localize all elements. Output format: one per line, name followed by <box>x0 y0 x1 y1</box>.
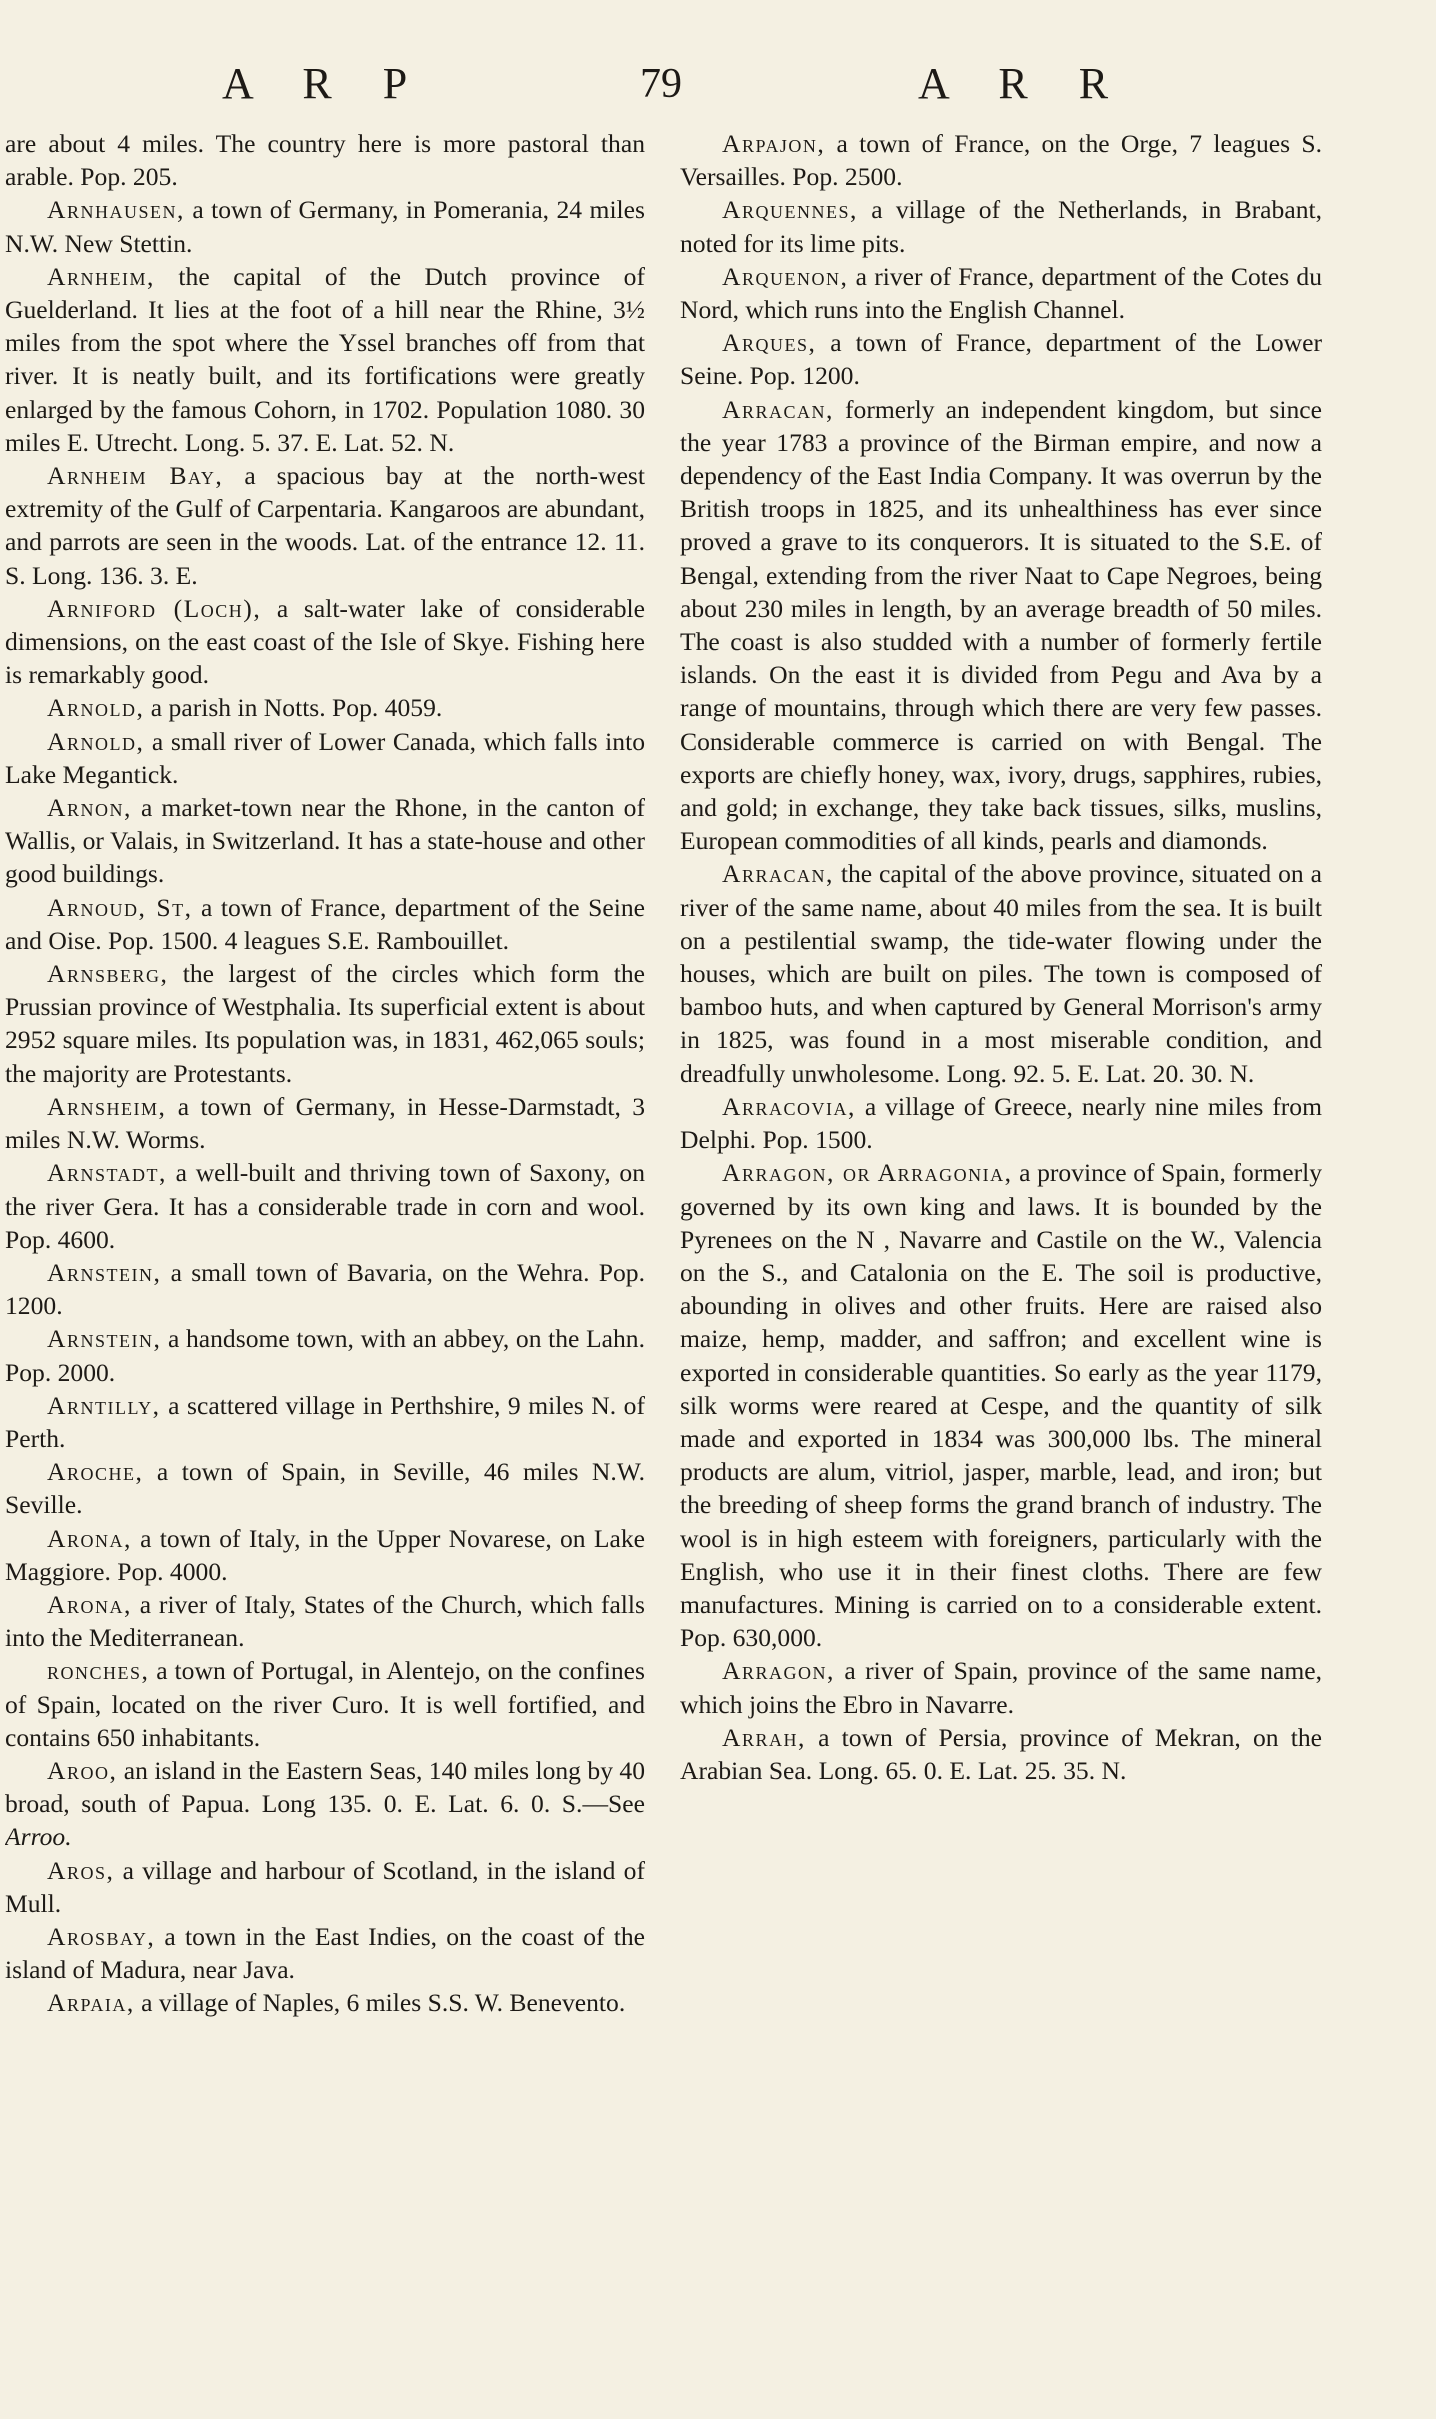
entry-text: a village of Greece, nearly nine miles from Delphi. Pop. 1500. <box>680 1091 1322 1155</box>
entry-headword: Arnon, <box>47 793 132 823</box>
dictionary-entry <box>5 891 645 957</box>
entry-text: a village of the Netherlands, in Brabant, noted for its lime pits. <box>680 195 1322 258</box>
entry-headword: Arracan, <box>722 394 834 424</box>
entry-text: a village and harbour of Scotland, in the island of Mull. <box>5 1855 645 1918</box>
entry-headword: Arona, <box>47 1589 132 1619</box>
entry-headword: Arnheim, <box>47 261 155 291</box>
entry-headword: Arnstadt, <box>47 1158 167 1188</box>
dictionary-entry <box>5 1986 645 2019</box>
dictionary-entry <box>680 393 1322 858</box>
dictionary-entry <box>680 260 1322 326</box>
entry-text: a salt-water lake of considerable dimensions, on the east coast of the Isle of Skye. Fishing here is remarkably good. <box>5 593 645 690</box>
dictionary-entry <box>5 1455 645 1521</box>
dictionary-entry <box>5 1256 645 1322</box>
dictionary-entry <box>680 127 1322 193</box>
entry-text: the largest of the circles which form the Prussian province of Westphalia. Its superficial extent is about 2952 square miles. Its population was, in 1831, 462,065 souls; the majority are Protestants. <box>5 959 645 1088</box>
entry-text: a town of Germany, in Hesse-Darmstadt, 3 miles N.W. Worms. <box>5 1091 645 1155</box>
entry-headword: ronches, <box>47 1656 150 1686</box>
entry-headword: Arnheim Bay, <box>47 461 224 491</box>
entry-headword: Arquennes, <box>722 195 858 225</box>
dictionary-entry <box>680 1721 1322 1787</box>
entry-text: a town of France, department of the Lower Seine. Pop. 1200. <box>680 328 1322 391</box>
entry-text: a handsome town, with an abbey, on the Lahn. Pop. 2000. <box>5 1324 645 1387</box>
entry-headword: Arnstein, <box>47 1324 162 1354</box>
entry-text: the capital of the above province, situated on a river of the same name, about 40 miles from the sea. It is built on a pestilential swamp, the tide-water flowing under the houses, which are built on piles. The town is composed of bamboo huts, and when captured by General Morrison's army in 1825, was found in a most miserable condition, and dreadfully unwholesome. Long. 92. 5. E. Lat. 20. 30. N. <box>680 859 1322 1088</box>
right-column <box>680 127 1322 2417</box>
entry-headword: Arosbay, <box>47 1921 156 1951</box>
dictionary-entry <box>5 1754 645 1854</box>
dictionary-entry <box>680 193 1322 259</box>
dictionary-entry <box>5 691 645 724</box>
entry-headword: Arnsberg, <box>47 959 169 989</box>
dictionary-entry <box>5 725 645 791</box>
entry-text: a province of Spain, formerly governed by its own king and laws. It is bounded by the Pyrenees on the N , Navarre and Castile on the W., Valencia on the S., and Catalonia on the E. The soil is productive, abounding in olives and other fruits. Here are raised also maize, hemp, madder, and saffron; and excellent wine is exported in considerable quantities. So early as the year 1179, silk worms were reared at Cespe, and the quantity of silk made and exported in 1834 was 300,000 lbs. The mineral products are alum, vitriol, jasper, marble, lead, and iron; but the breeding of sheep forms the grand branch of industry. The wool is in high esteem with foreigners, particularly with the English, who use it in their finest cloths. There are few manufactures. Mining is carried on to a considerable extent. Pop. 630,000. <box>680 1158 1322 1653</box>
entry-text: a town of France, department of the Seine and Oise. Pop. 1500. 4 leagues S.E. Rambouillet. <box>5 892 645 955</box>
dictionary-entry <box>680 1156 1322 1654</box>
entry-headword: Arpaia, <box>47 1988 135 2018</box>
entry-headword: Arnold, <box>47 693 145 723</box>
entry-text: a river of France, department of the Cotes du Nord, which runs into the English Channel. <box>680 261 1322 325</box>
entry-headword: Arracovia, <box>722 1091 856 1121</box>
dictionary-entry <box>5 592 645 692</box>
entry-text: a town of Persia, province of Mekran, on the Arabian Sea. Long. 65. 0. E. Lat. 25. 35. N. <box>680 1722 1322 1785</box>
entry-headword: Arniford (Loch), <box>47 593 262 623</box>
dictionary-entry <box>5 1090 645 1156</box>
entry-text: a town in the East Indies, on the coast of the island of Madura, near Java. <box>5 1921 645 1985</box>
dictionary-entry <box>5 1920 645 1986</box>
entry-headword: Arnsheim, <box>47 1091 167 1121</box>
dictionary-entry <box>5 1156 645 1256</box>
entry-headword: Aroo, <box>47 1755 118 1785</box>
dictionary-entry <box>5 1854 645 1920</box>
dictionary-entry <box>680 326 1322 392</box>
entry-text: a town of Portugal, in Alentejo, on the confines of Spain, located on the river Curo. It is well fortified, and contains 650 inhabitants. <box>5 1656 645 1752</box>
dictionary-entry <box>5 459 645 592</box>
entry-headword: Arnold, <box>47 726 145 756</box>
dictionary-entry <box>680 857 1322 1089</box>
entry-text: a town of Germany, in Pomerania, 24 miles N.W. New Stettin. <box>5 195 645 258</box>
entry-headword: Arragon, or Arragonia, <box>722 1158 1013 1188</box>
entry-text: formerly an independent kingdom, but since the year 1783 a province of the Birman empire, and now a dependency of the East India Company. It was overrun by the British troops in 1825, and its unhealthiness has ever since proved a grave to its conquerors. It is situated to the S.E. of Bengal, extending from the river Naat to Cape Negroes, being about 230 miles in length, by an average breadth of 50 miles. The coast is also studded with a number of formerly fertile islands. On the east it is divided from Pegu and Ava by a range of mountains, through which there are very few passes. Considerable commerce is carried on with Bengal. The exports are chiefly honey, wax, ivory, drugs, sapphires, rubies, and gold; in exchange, they take back tissues, silks, muslins, European commodities of all kinds, pearls and diamonds. <box>680 394 1322 856</box>
entry-text: a scattered village in Perthshire, 9 miles N. of Perth. <box>5 1390 645 1453</box>
entry-headword: Arntilly, <box>47 1390 161 1420</box>
dictionary-entry <box>5 1588 645 1654</box>
entry-text: a town of Spain, in Seville, 46 miles N.W. Seville. <box>5 1457 645 1520</box>
entry-headword: Arnstein, <box>47 1257 162 1287</box>
entry-headword: Arques, <box>722 328 817 358</box>
dictionary-entry <box>5 957 645 1090</box>
entry-headword: Arrah, <box>722 1722 806 1752</box>
entry-headword: Aroche, <box>47 1457 144 1487</box>
entry-headword: Aros, <box>47 1855 115 1885</box>
dictionary-entry <box>5 193 645 259</box>
entry-cross-reference: Arroo. <box>5 1822 72 1852</box>
dictionary-entry <box>5 127 645 193</box>
dictionary-entry <box>5 1654 645 1754</box>
entry-text: a spacious bay at the north-west extremity of the Gulf of Carpentaria. Kangaroos are abundant, and parrots are seen in the woods. Lat. of the entrance 12. 11. S. Long. 136. 3. E. <box>5 461 645 590</box>
entry-text: a village of Naples, 6 miles S.S. W. Benevento. <box>134 1988 626 2018</box>
dictionary-entry <box>5 260 645 459</box>
dictionary-entry <box>5 1522 645 1588</box>
page-number: 79 <box>640 61 682 107</box>
entry-text: a town of Italy, in the Upper Novarese, on Lake Maggiore. Pop. 4000. <box>5 1523 645 1586</box>
running-head-left: A R P <box>222 59 428 108</box>
entry-text: a well-built and thriving town of Saxony, on the river Gera. It has a considerable trade in corn and wool. Pop. 4600. <box>5 1158 645 1254</box>
left-column <box>5 127 645 2417</box>
entry-text: the capital of the Dutch province of Guelderland. It lies at the foot of a hill near the Rhine, 3½ miles from the spot where the Yssel branches off from that river. It is neatly built, and its fortifications were greatly enlarged by the famous Cohorn, in 1702. Population 1080. 30 miles E. Utrecht. Long. 5. 37. E. Lat. 52. N. <box>5 261 645 457</box>
entry-text: a town of France, on the Orge, 7 leagues S. Versailles. Pop. 2500. <box>680 129 1322 192</box>
entry-text: a river of Spain, province of the same name, which joins the Ebro in Navarre. <box>680 1656 1322 1719</box>
entry-headword: Arona, <box>47 1523 132 1553</box>
dictionary-entry <box>680 1090 1322 1156</box>
entry-text: an island in the Eastern Seas, 140 miles long by 40 broad, south of Papua. Long 135. 0. E. Lat. 6. 0. S.—See <box>5 1755 645 1819</box>
entry-headword: Arnhausen, <box>47 195 185 225</box>
running-head-right: A R R <box>918 59 1129 108</box>
entry-headword: Arquenon, <box>722 261 849 291</box>
entry-headword: Arpajon, <box>722 129 826 158</box>
entry-headword: Arragon, <box>722 1656 835 1686</box>
entry-text: a small town of Bavaria, on the Wehra. Pop. 1200. <box>5 1257 645 1321</box>
entry-text: are about 4 miles. The country here is more pastoral than arable. Pop. 205. <box>5 129 645 192</box>
entry-headword: Arracan, <box>722 859 834 889</box>
dictionary-entry <box>680 1654 1322 1720</box>
dictionary-entry <box>5 1322 645 1388</box>
dictionary-entry <box>5 791 645 891</box>
dictionary-entry <box>5 1389 645 1455</box>
entry-text: a river of Italy, States of the Church, which falls into the Mediterranean. <box>5 1589 645 1653</box>
entry-text: a small river of Lower Canada, which falls into Lake Megantick. <box>5 726 645 789</box>
page-header <box>0 0 1436 120</box>
entry-text: a parish in Notts. Pop. 4059. <box>144 693 443 723</box>
entry-headword: Arnoud, St, <box>47 892 193 922</box>
entry-text: a market-town near the Rhone, in the canton of Wallis, or Valais, in Switzerland. It has a state-house and other good buildings. <box>5 793 645 889</box>
